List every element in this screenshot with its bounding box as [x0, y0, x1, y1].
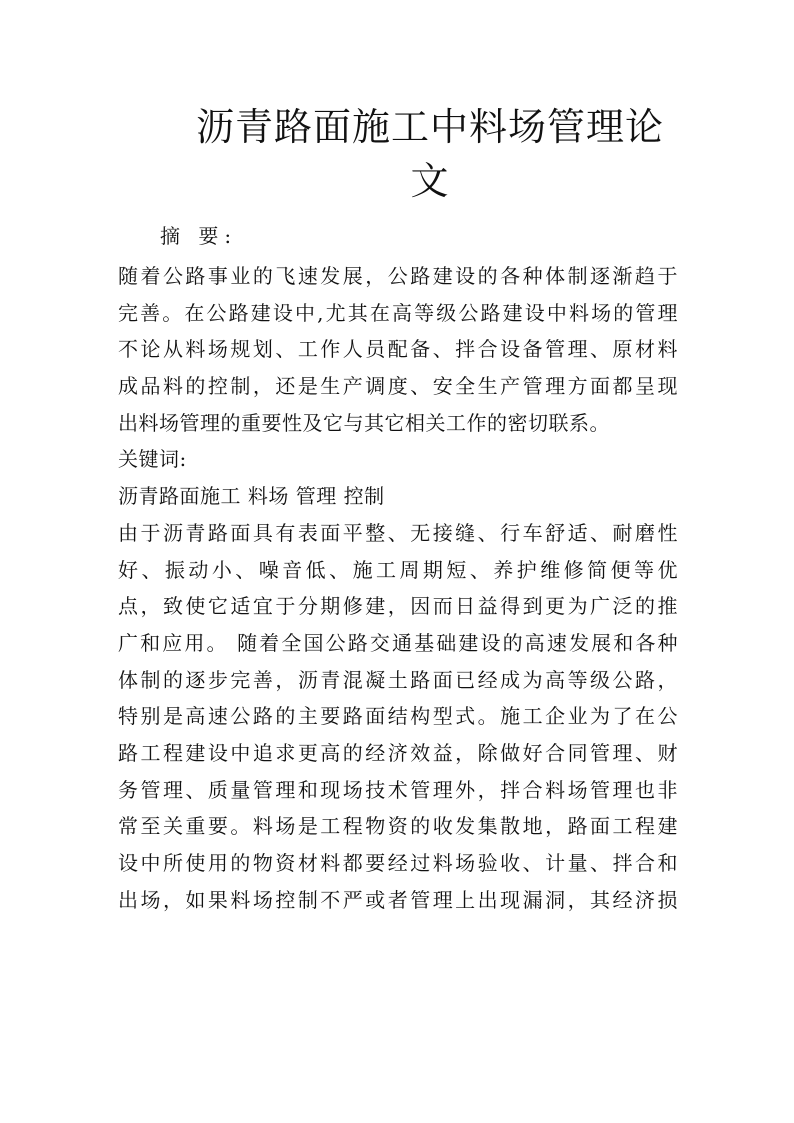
text-line: 设中所使用的物资材料都要经过料场验收、计量、拌合和: [118, 851, 678, 875]
text-line: 由于沥青路面具有表面平整、无接缝、行车舒适、耐磨性: [118, 520, 678, 545]
text-line: 体制的逐步完善，沥青混凝土路面已经成为高等级公路，: [118, 667, 678, 692]
text-line: 成品料的控制，还是生产调度、安全生产管理方面都呈现: [118, 374, 678, 399]
title-line-2: 文: [410, 159, 450, 203]
text-line: 常至关重要。料场是工程物资的收发集散地，路面工程建: [118, 814, 678, 839]
keywords-label: 关键词:: [118, 447, 187, 472]
text-line: 务管理、质量管理和现场技术管理外，拌合料场管理也非: [118, 777, 678, 802]
keywords-list: 沥青路面施工 料场 管理 控制: [118, 484, 385, 509]
title-line-1: 沥青路面施工中料场管理论: [195, 105, 664, 149]
abstract-label: 摘 要:: [160, 224, 238, 248]
text-line: 完善。在公路建设中,尤其在高等级公路建设中料场的管理: [118, 300, 678, 325]
text-line: 特别是高速公路的主要路面结构型式。施工企业为了在公: [118, 704, 678, 729]
text-line: 路工程建设中追求更高的经济效益，除做好合同管理、财: [118, 740, 678, 765]
text-line: 广和应用。 随着全国公路交通基础建设的高速发展和各种: [118, 630, 678, 655]
text-line: 点，致使它适宜于分期修建，因而日益得到更为广泛的推: [118, 594, 678, 619]
text-line: 出场，如果料场控制不严或者管理上出现漏洞，其经济损: [118, 887, 678, 912]
text-line: 不论从料场规划、工作人员配备、拌合设备管理、原材料: [118, 337, 678, 362]
text-line: 好、振动小、噪音低、施工周期短、养护维修简便等优: [118, 557, 678, 582]
body-text: [118, 258, 678, 918]
document-title: [190, 100, 670, 208]
text-line: 随着公路事业的飞速发展，公路建设的各种体制逐渐趋于: [118, 264, 678, 288]
text-line: 出料场管理的重要性及它与其它相关工作的密切联系。: [118, 410, 610, 435]
